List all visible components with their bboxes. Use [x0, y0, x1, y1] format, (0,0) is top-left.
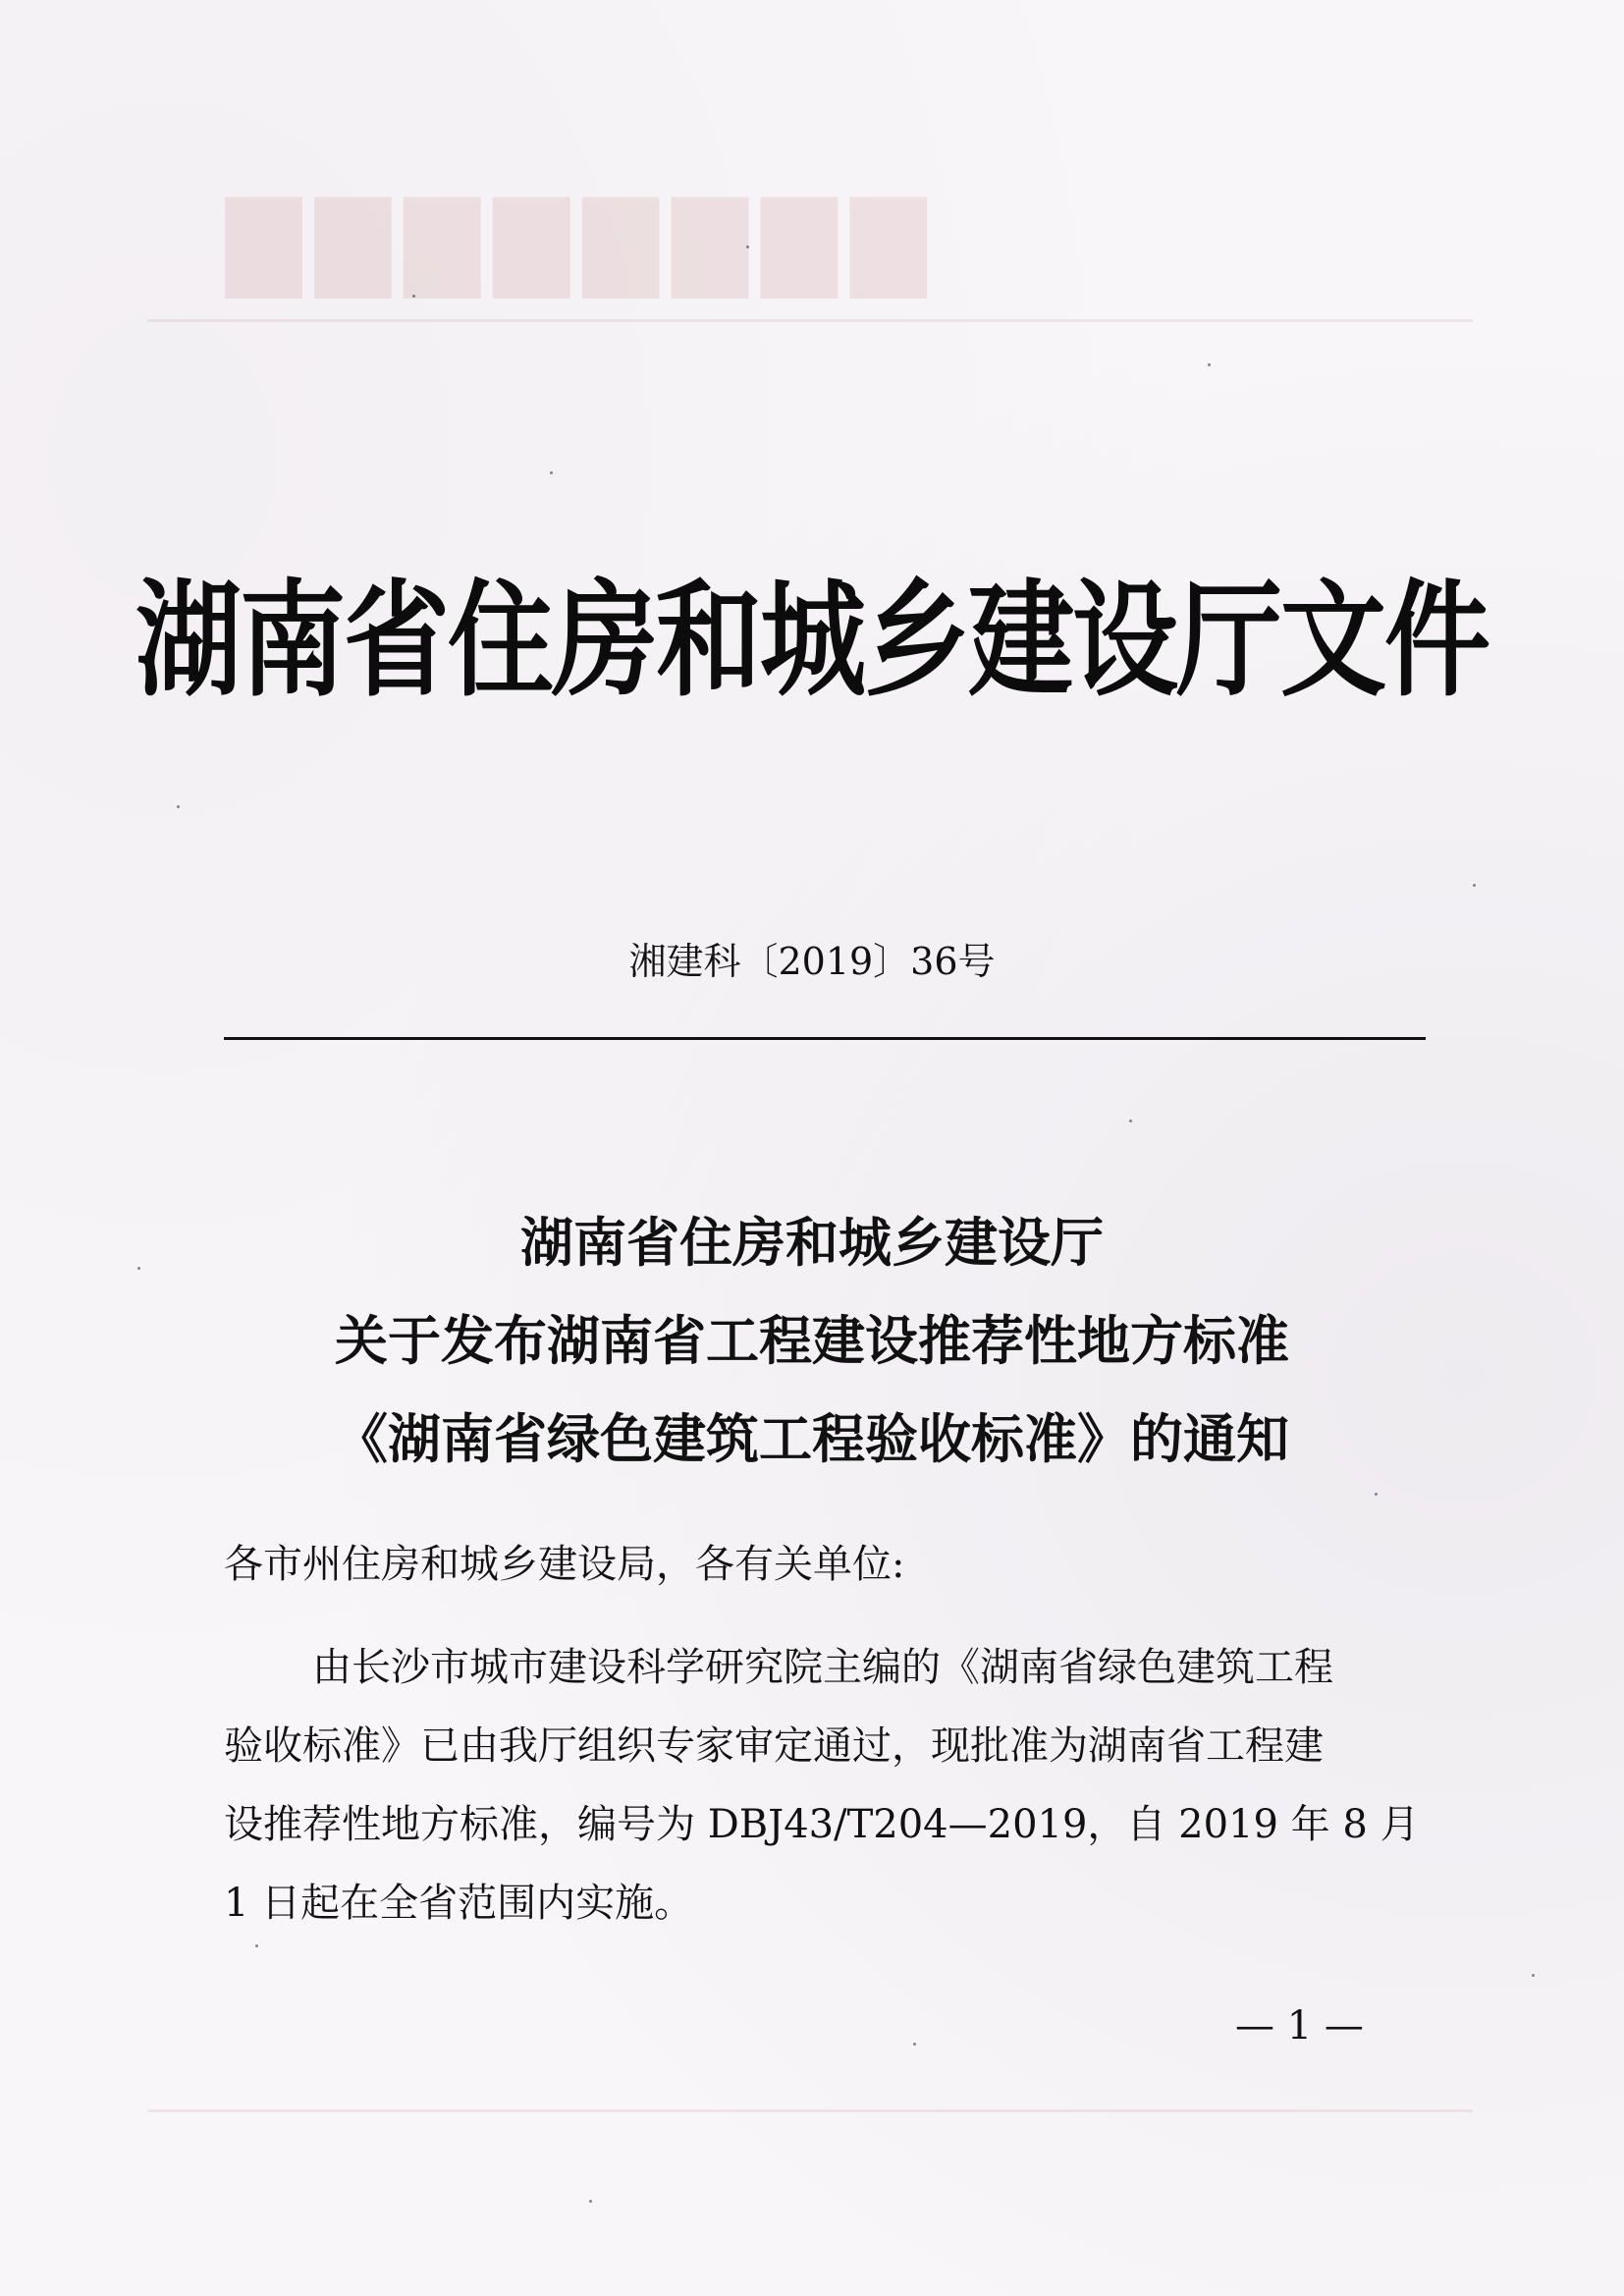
page-number: — 1 — [1235, 2003, 1364, 2049]
notice-title-line: 湖南省住房和城乡建设厅 [520, 1211, 1104, 1274]
show-through-artifact: ▇▇▇▇▇▇▇▇ [226, 182, 941, 298]
scan-speck [550, 471, 553, 474]
body-paragraph [224, 1628, 1420, 1942]
salutation: 各市州住房和城乡建设局，各有关单位: [224, 1542, 905, 1587]
scan-speck [1129, 1120, 1132, 1122]
header-divider [224, 1037, 1426, 1040]
notice-title-line: 《湖南省绿色建筑工程验收标准》的通知 [335, 1407, 1289, 1470]
body-line: 验收标准》已由我厅组织专家审定通过，现批准为湖南省工程建 [224, 1723, 1324, 1769]
scan-speck [177, 805, 180, 808]
scan-speck [589, 2200, 592, 2203]
show-through-line [147, 2109, 1473, 2112]
scan-speck [412, 295, 415, 298]
body-line: 1 日起在全省范围内实施。 [224, 1881, 694, 1926]
scan-speck [746, 246, 749, 248]
scan-speck [1375, 1493, 1378, 1496]
document-number: 湘建科〔2019〕36号 [628, 940, 996, 983]
scan-speck [137, 1267, 140, 1270]
scan-speck [255, 1944, 258, 1947]
body-line: 由长沙市城市建设科学研究院主编的《湖南省绿色建筑工程 [312, 1645, 1333, 1690]
scan-speck [1532, 1974, 1535, 1977]
body-line: 设推荐性地方标准，编号为 DBJ43/T204—2019，自 2019 年 8 月 [224, 1802, 1420, 1847]
scan-speck [1208, 363, 1211, 366]
notice-title [0, 1193, 1624, 1488]
issuer-header: 湖南省住房和城乡建设厅文件 [135, 569, 1489, 714]
scan-speck [913, 2043, 916, 2046]
scan-speck [1473, 884, 1476, 887]
show-through-line [147, 319, 1473, 322]
notice-title-line: 关于发布湖南省工程建设推荐性地方标准 [335, 1309, 1289, 1372]
